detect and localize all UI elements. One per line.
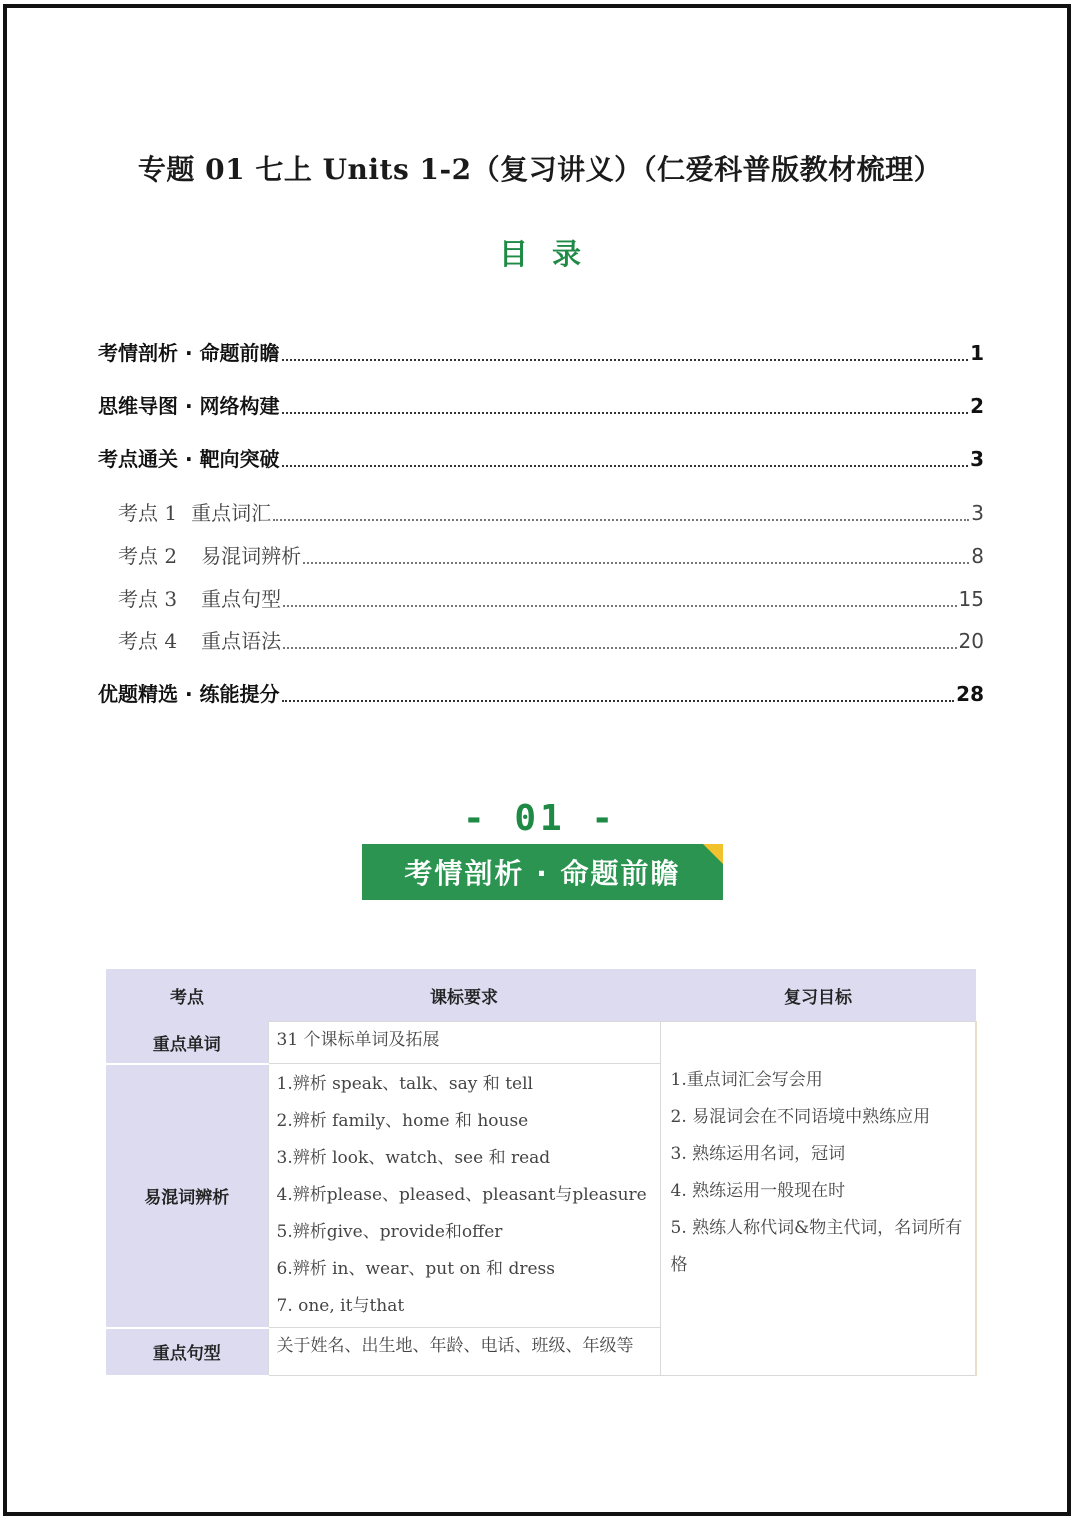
requirement-item: 6.辨析 in、wear、put on 和 dress <box>276 1259 555 1279</box>
section-number: - 01 - <box>462 798 618 839</box>
toc-entry-label: 考点通关 · 靶向突破 <box>98 447 280 471</box>
table-header-cell: 课标要求 <box>268 969 660 1022</box>
toc-entry-label: 考情剖析 · 命题前瞻 <box>98 341 280 365</box>
toc-leader-dots <box>282 359 969 361</box>
toc-subentry-page: 8 <box>971 544 984 568</box>
toc-subentry-label: 重点词汇 <box>191 501 272 525</box>
toc-subentry-page: 15 <box>958 587 984 611</box>
table-header-row <box>106 969 976 1022</box>
exam-points-table <box>106 969 977 1377</box>
toc-subentry-label: 重点语法 <box>201 629 282 653</box>
toc-entry-label: 优题精选 · 练能提分 <box>98 682 280 706</box>
toc-subentry-page: 3 <box>971 501 984 525</box>
goal-item: 2. 易混词会在不同语境中熟练应用 <box>670 1107 931 1127</box>
requirement-item: 4.辨析please、pleased、pleasant与pleasure <box>276 1185 647 1205</box>
toc-heading: 目录 <box>498 237 605 271</box>
toc-subentry-page: 20 <box>958 629 984 653</box>
section-banner <box>362 844 723 900</box>
goal-item: 5. 熟练人称代词&物主代词，名词所有格 <box>670 1218 963 1275</box>
toc-subentry-label: 易混词辨析 <box>201 544 302 568</box>
toc-entry[interactable] <box>98 443 984 472</box>
toc-leader-dots <box>283 605 956 607</box>
toc-leader-dots <box>283 647 956 649</box>
requirement-cell <box>268 1328 660 1376</box>
toc-subentry-key: 考点 2 <box>118 544 178 568</box>
toc-leader-dots <box>282 465 969 467</box>
table-header-cell: 复习目标 <box>660 969 976 1022</box>
row-label: 重点单词 <box>106 1022 268 1064</box>
toc-entry[interactable] <box>98 390 984 419</box>
document-title: 专题 01 七上 Units 1-2（复习讲义）（仁爱科普版教材梳理） <box>137 153 943 186</box>
requirement-cell <box>268 1022 660 1064</box>
requirement-item: 3.辨析 look、watch、see 和 read <box>276 1148 551 1168</box>
toc-leader-dots <box>282 700 955 702</box>
toc-subentry-label: 重点句型 <box>201 587 282 611</box>
table-header-cell: 考点 <box>106 969 268 1022</box>
toc-entry-page: 28 <box>956 682 984 706</box>
toc-leader-dots <box>273 519 969 521</box>
goal-item: 1.重点词汇会写会用 <box>670 1070 823 1090</box>
table-row <box>106 1022 976 1064</box>
section-banner-title: 考情剖析 · 命题前瞻 <box>404 857 681 890</box>
requirement-item: 1.辨析 speak、talk、say 和 tell <box>276 1074 533 1094</box>
row-label: 重点句型 <box>106 1328 268 1376</box>
toc-subentry-key: 考点 3 <box>118 587 178 611</box>
requirement-cell <box>268 1064 660 1328</box>
toc-entry[interactable] <box>98 337 984 366</box>
toc-leader-dots <box>282 412 969 414</box>
row-label: 易混词辨析 <box>106 1064 268 1328</box>
toc-entry-page: 1 <box>970 341 984 365</box>
toc-subentry[interactable] <box>118 625 984 654</box>
toc-subentry[interactable] <box>118 583 984 612</box>
toc-subentry[interactable] <box>118 497 984 526</box>
requirement-item: 31 个课标单词及拓展 <box>276 1030 440 1050</box>
requirement-item: 2.辨析 family、home 和 house <box>276 1111 529 1131</box>
goals-cell <box>660 1022 976 1376</box>
requirement-item: 5.辨析give、provide和offer <box>276 1222 503 1242</box>
requirement-item: 关于姓名、出生地、年龄、电话、班级、年级等 <box>276 1336 634 1356</box>
toc-subentry-key: 考点 4 <box>118 629 178 653</box>
goal-item: 3. 熟练运用名词，冠词 <box>670 1144 846 1164</box>
goal-item: 4. 熟练运用一般现在时 <box>670 1181 846 1201</box>
toc-entry[interactable] <box>98 678 984 707</box>
requirement-item: 7. one, it与that <box>276 1296 405 1316</box>
toc-entry-page: 3 <box>970 447 984 471</box>
toc-entry-label: 思维导图 · 网络构建 <box>98 394 280 418</box>
toc-subentry-key: 考点 1 <box>118 501 178 525</box>
toc-entry-page: 2 <box>970 394 984 418</box>
toc-leader-dots <box>303 562 969 564</box>
banner-corner-decoration <box>703 844 723 864</box>
toc-subentry[interactable] <box>118 540 984 569</box>
